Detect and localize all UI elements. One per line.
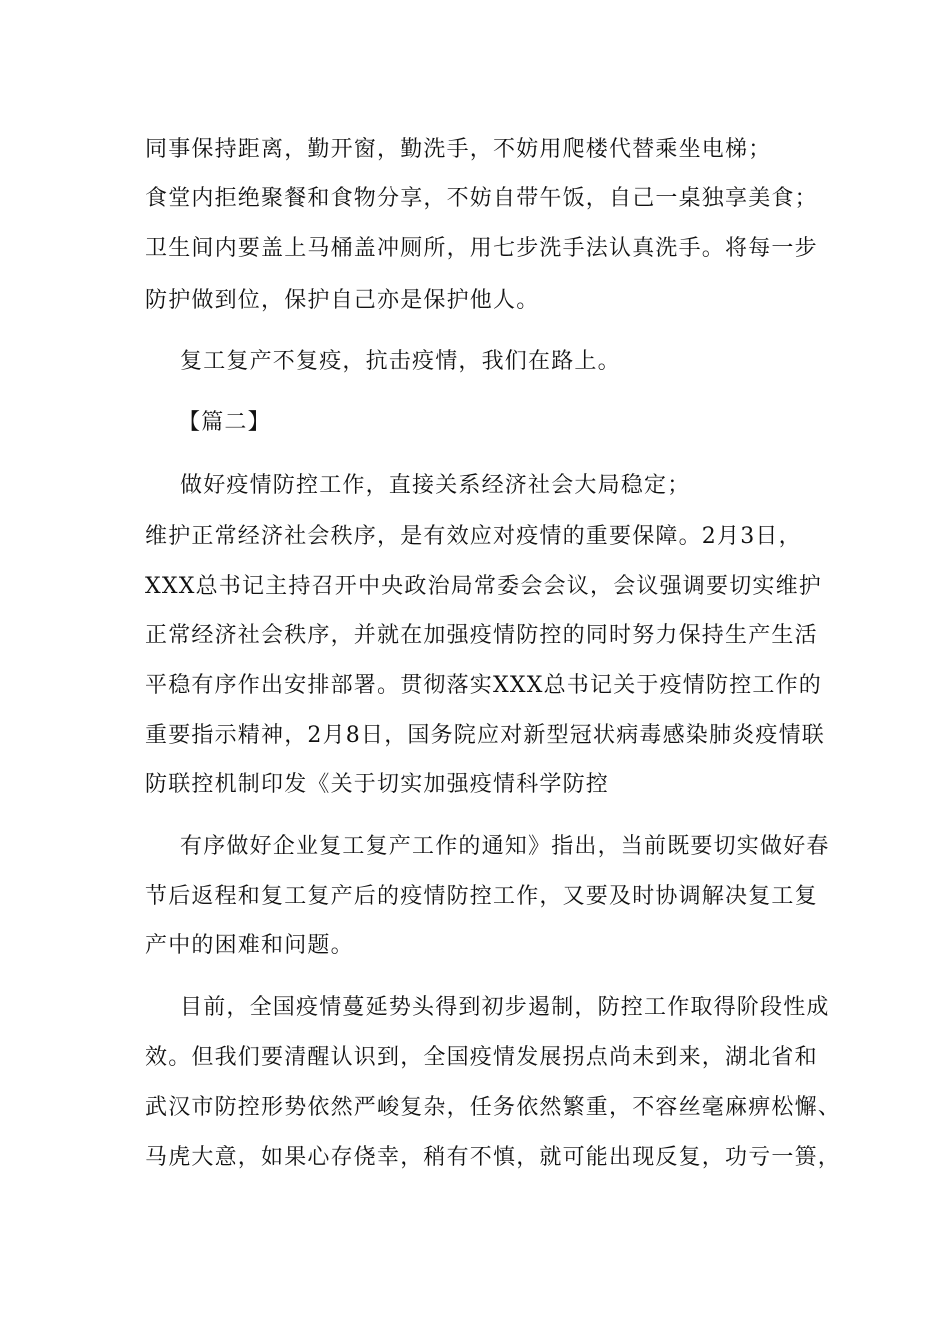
paragraph-line: 武汉市防控形势依然严峻复杂，任务依然繁重，不容丝毫麻痹松懈、 — [145, 1095, 842, 1120]
paragraph-line: 产中的困难和问题。 — [145, 933, 354, 958]
paragraph-line: 目前，全国疫情蔓延势头得到初步遏制，防控工作取得阶段性成 — [180, 995, 830, 1020]
paragraph-line: 同事保持距离，勤开窗，勤洗手，不妨用爬楼代替乘坐电梯； — [145, 137, 772, 162]
paragraph-line: 马虎大意，如果心存侥幸，稍有不慎，就可能出现反复，功亏一篑， — [145, 1145, 842, 1170]
paragraph-line: 节后返程和复工复产后的疫情防控工作，又要及时协调解决复工复 — [145, 884, 818, 909]
paragraph-line: 做好疫情防控工作，直接关系经济社会大局稳定； — [180, 473, 691, 498]
paragraph-line: XXX总书记主持召开中央政治局常委会会议，会议强调要切实维护 — [145, 574, 822, 599]
paragraph-line: 平稳有序作出安排部署。贯彻落实XXX总书记关于疫情防控工作的 — [145, 673, 822, 698]
paragraph-line: 食堂内拒绝聚餐和食物分享，不妨自带午饭，自己一桌独享美食； — [145, 186, 818, 211]
paragraph-line: 重要指示精神，2月8日，国务院应对新型冠状病毒感染肺炎疫情联 — [145, 723, 825, 748]
paragraph-line: 防护做到位，保护自己亦是保护他人。 — [145, 288, 540, 313]
paragraph-line: 维护正常经济社会秩序，是有效应对疫情的重要保障。2月3日， — [145, 524, 802, 549]
paragraph-line: 有序做好企业复工复产工作的通知》指出，当前既要切实做好春 — [180, 834, 830, 859]
paragraph-line: 卫生间内要盖上马桶盖冲厕所，用七步洗手法认真洗手。将每一步 — [145, 236, 818, 261]
paragraph-line: 复工复产不复疫，抗击疫情，我们在路上。 — [180, 349, 621, 374]
section-heading: 【篇二】 — [178, 410, 271, 435]
paragraph-line: 效。但我们要清醒认识到，全国疫情发展拐点尚未到来，湖北省和 — [145, 1045, 818, 1070]
paragraph-line: 正常经济社会秩序，并就在加强疫情防控的同时努力保持生产生活 — [145, 623, 818, 648]
paragraph-line: 防联控机制印发《关于切实加强疫情科学防控 — [145, 772, 610, 797]
